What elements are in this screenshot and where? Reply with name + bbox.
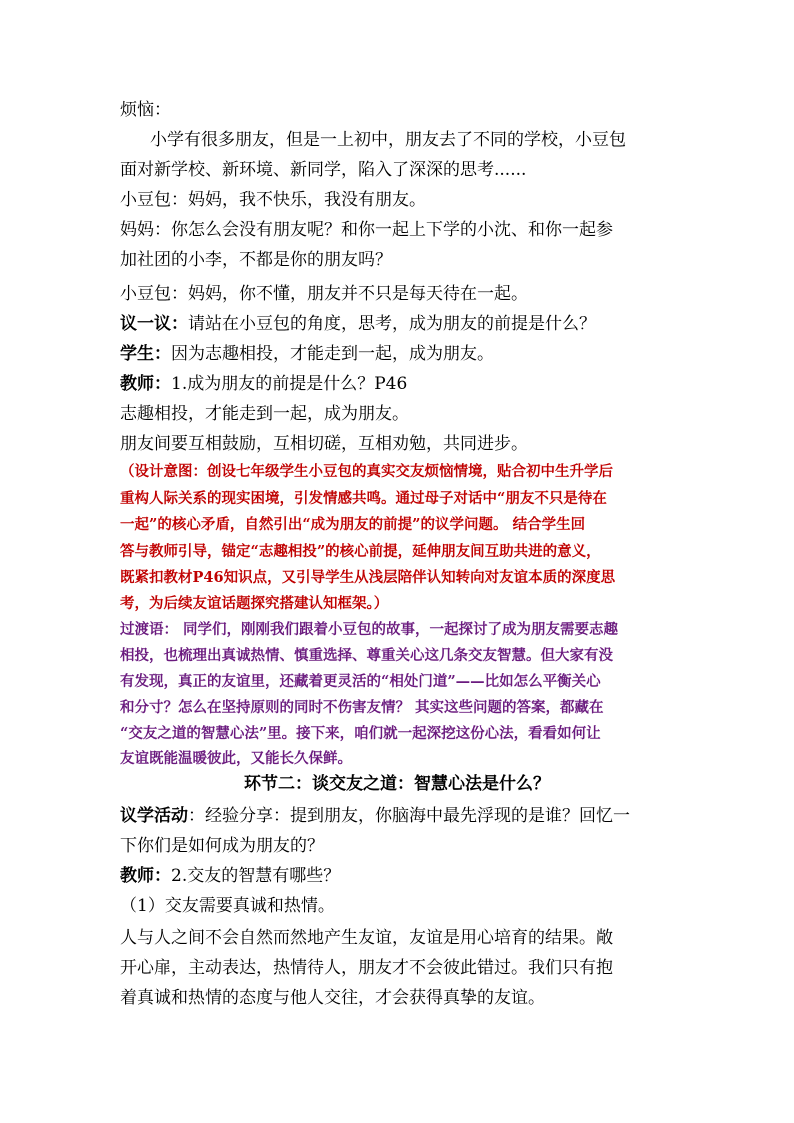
text-line: 着真诚和热情的态度与他人交往，才会获得真挚的友谊。: [120, 988, 545, 1008]
discussion-prompt: [120, 311, 596, 337]
design-intent-line: 重构人际关系的现实困境，引发情感共鸣。通过母子对话中“朋友不只是待在: [120, 490, 607, 507]
text-line: 烦恼：: [120, 100, 171, 120]
transition-line: “交友之道的智慧心法”里。接下来，咱们就一起深挖这份心法，看看如何让: [120, 725, 601, 742]
text-line: 开心扉，主动表达，热情待人，朋友才不会彼此错过。我们只有抱: [120, 958, 613, 978]
transition-line: 有发现，真正的友谊里，还藏着更灵活的“相处门道”——比如怎么平衡关心: [120, 673, 601, 690]
point-heading: （1）交友需要真诚和热情。: [120, 896, 335, 916]
dialogue-line: 加社团的小李，不都是你的朋友吗？: [120, 250, 392, 270]
activity-line: [120, 803, 630, 829]
design-intent-line: 既紧扣教材P46知识点，又引导学生从浅层陪伴认知转向对友谊本质的深度思: [120, 569, 616, 586]
teacher-label: 教师：: [120, 374, 171, 394]
text-line: 志趣相投，才能走到一起，成为朋友。: [120, 404, 409, 424]
transition-line: 和分寸？怎么在坚持原则的同时不伤害友情？ 其实这些问题的答案，都藏在: [120, 699, 604, 716]
dialogue-line: 小豆包：妈妈，你不懂，朋友并不只是每天待在一起。: [120, 284, 528, 304]
teacher-text: 1.成为朋友的前提是什么？P46: [171, 374, 408, 394]
transition-line: 相投，也梳理出真诚热情、慎重选择、尊重关心这几条交友智慧。但大家有没: [120, 647, 613, 664]
transition-line: 友谊既能温暖彼此，又能长久保鲜。: [120, 750, 352, 767]
text-line: 朋友间要互相鼓励，互相切磋，互相劝勉，共同进步。: [120, 434, 528, 454]
student-answer: [120, 341, 494, 367]
dialogue-line: 妈妈：你怎么会没有朋友呢？和你一起上下学的小沈、和你一起参: [120, 220, 613, 240]
text-line: 小学有很多朋友，但是一上初中，朋友去了不同的学校，小豆包: [150, 130, 626, 150]
text-line: 面对新学校、新环境、新同学，陷入了深深的思考......: [120, 160, 527, 180]
section-heading: 环节二：谈交友之道：智慧心法是什么？: [244, 774, 550, 794]
dialogue-line: 小豆包：妈妈，我不快乐，我没有朋友。: [120, 190, 426, 210]
text-line: 人与人之间不会自然而然地产生友谊，友谊是用心培育的结果。敞: [120, 928, 613, 948]
discussion-label: 议一议：: [120, 314, 188, 334]
activity-label: 议学活动: [120, 806, 188, 826]
student-label: 学生：: [120, 344, 171, 364]
teacher-label: 教师：: [120, 866, 171, 886]
discussion-text: 请站在小豆包的角度，思考，成为朋友的前提是什么？: [188, 314, 596, 334]
activity-line: 下你们是如何成为朋友的？: [120, 836, 324, 856]
teacher-text: 2.交友的智慧有哪些？: [171, 866, 341, 886]
design-intent-line: 一起”的核心矛盾，自然引出“成为朋友的前提”的议学问题。 结合学生回: [120, 516, 586, 533]
student-text: 因为志趣相投，才能走到一起，成为朋友。: [171, 344, 494, 364]
activity-text: ：经验分享：提到朋友，你脑海中最先浮现的是谁？回忆一: [188, 806, 630, 826]
design-intent-line: 答与教师引导，锚定“志趣相投”的核心前提，延伸朋友间互助共进的意义，: [120, 543, 601, 560]
teacher-question: [120, 371, 407, 397]
transition-line: 过渡语： 同学们，刚刚我们跟着小豆包的故事，一起探讨了成为朋友需要志趣: [120, 621, 619, 638]
teacher-question: [120, 863, 340, 889]
design-intent-line: （设计意图：创设七年级学生小豆包的真实交友烦恼情境，贴合初中生升学后: [120, 463, 613, 480]
design-intent-line: 考，为后续友谊话题探究搭建认知框架。）: [120, 595, 389, 612]
